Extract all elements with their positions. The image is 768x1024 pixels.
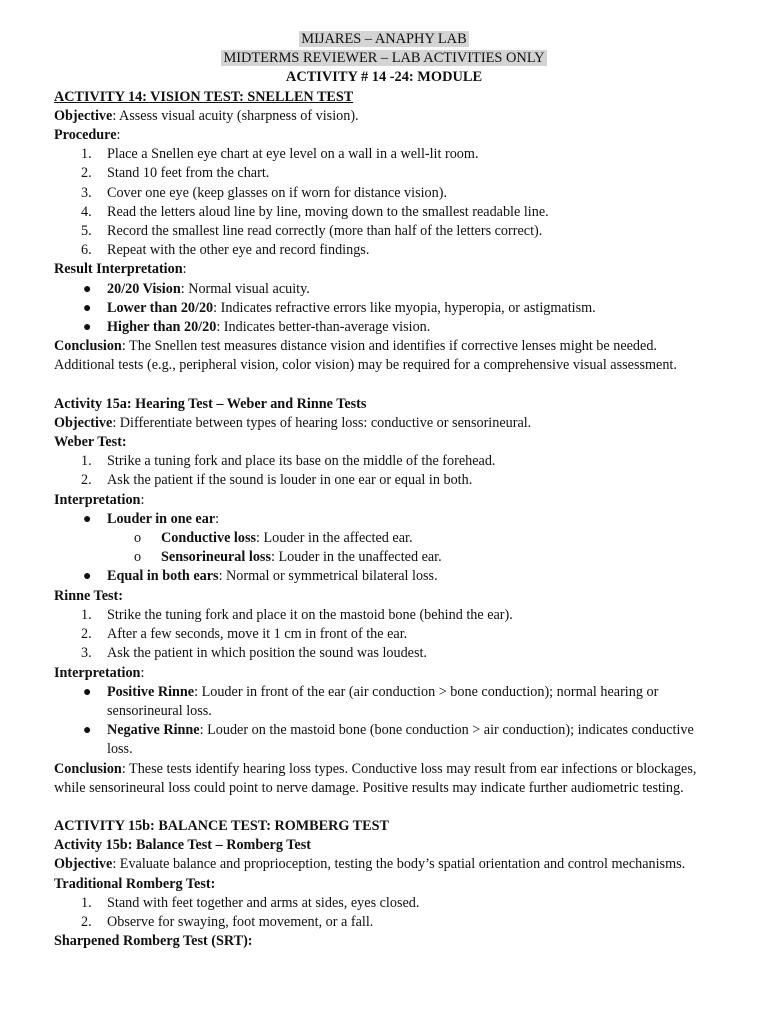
activity-14-section [54,88,714,376]
list-item: 2. After a few seconds, move it 1 cm in front of the ear. [81,626,408,643]
header-line-3: ACTIVITY # 14 -24: MODULE [285,69,483,86]
list-item: ● Positive Rinne: Louder in front of the ear (air conduction > bone conduction); normal hearing or sensorineural loss. [83,683,659,719]
list-item: 4. Read the letters aloud line by line, moving down to the smallest readable line. [81,203,549,220]
weber-sub-list [54,529,714,567]
document-header [54,30,714,88]
activity-14-conclusion: Conclusion: The Snellen test measures distance vision and identifies if corrective lenses might be needed. Additional tests (e.g., peripheral vision, color vision) may be required for a comprehensive visual assessment. [54,338,677,374]
list-item: o Conductive loss: Louder in the affected ear. [134,530,413,547]
weber-interpretation-heading: Interpretation: [54,491,145,508]
activity-14-objective: Objective: Assess visual acuity (sharpness of vision). [54,107,359,124]
activity-15b-section [54,817,714,951]
list-item: 2. Stand 10 feet from the chart. [81,165,270,182]
list-item: ● 20/20 Vision: Normal visual acuity. [83,280,310,297]
list-item: 2. Observe for swaying, foot movement, or a fall. [81,913,374,930]
activity-15a-section [54,395,714,798]
activity-15a-objective: Objective: Differentiate between types of hearing loss: conductive or sensorineural. [54,414,532,431]
rinne-interpretation-list [54,683,714,760]
activity-15b-subtitle: Activity 15b: Balance Test – Romberg Test [54,837,311,854]
list-item: 3. Cover one eye (keep glasses on if worn for distance vision). [81,184,448,201]
activity-15b-objective: Objective: Evaluate balance and proprioception, testing the body’s spatial orientation and control mechanisms. [54,856,686,873]
list-item: ● Equal in both ears: Normal or symmetrical bilateral loss. [83,568,438,585]
rinne-steps-list [54,606,714,664]
list-item: 5. Record the smallest line read correctly (more than half of the letters correct). [81,223,543,240]
header-line-1: MIJARES – ANAPHY LAB [301,31,467,47]
traditional-romberg-heading: Traditional Romberg Test: [54,875,216,892]
activity-15a-conclusion: Conclusion: These tests identify hearing loss types. Conductive loss may result from ear infections or blockages, while sensorineural loss could point to nerve damage. Positive results may indicate further audiometric testing. [54,760,697,796]
sharpened-romberg-heading: Sharpened Romberg Test (SRT): [54,933,253,950]
header-line-2: MIDTERMS REVIEWER – LAB ACTIVITIES ONLY [223,50,545,67]
activity-15a-title: Activity 15a: Hearing Test – Weber and Rinne Tests [54,395,367,412]
list-item: 6. Repeat with the other eye and record findings. [81,242,370,259]
activity-14-procedure-list [54,145,714,260]
list-item: 2. Ask the patient if the sound is louder in one ear or equal in both. [81,472,473,489]
activity-14-result-list [54,280,714,338]
list-item: ● Higher than 20/20: Indicates better-than-average vision. [83,319,431,336]
list-item: ● Lower than 20/20: Indicates refractive errors like myopia, hyperopia, or astigmatism. [83,299,596,316]
list-item: 1. Place a Snellen eye chart at eye level on a wall in a well-lit room. [81,146,479,163]
list-item: 1. Strike a tuning fork and place its base on the middle of the forehead. [81,453,496,470]
activity-15b-title: ACTIVITY 15b: BALANCE TEST: ROMBERG TEST [54,817,389,834]
weber-interpretation-list-2 [54,567,714,586]
list-item: o Sensorineural loss: Louder in the unaffected ear. [134,549,442,566]
rinne-test-heading: Rinne Test: [54,587,123,604]
list-item: 3. Ask the patient in which position the sound was loudest. [81,645,427,662]
traditional-romberg-steps [54,894,714,932]
list-item: ● Negative Rinne: Louder on the mastoid bone (bone conduction > air conduction); indicates conductive loss. [83,722,694,758]
weber-steps-list [54,452,714,490]
list-item: ● Louder in one ear: [83,510,220,527]
list-item: 1. Stand with feet together and arms at sides, eyes closed. [81,894,420,911]
activity-14-title: ACTIVITY 14: VISION TEST: SNELLEN TEST [54,88,354,105]
list-item: 1. Strike the tuning fork and place it on the mastoid bone (behind the ear). [81,606,513,623]
activity-14-result-heading: Result Interpretation: [54,261,187,278]
rinne-interpretation-heading: Interpretation: [54,664,145,681]
weber-interpretation-list [54,510,714,529]
activity-14-procedure-heading: Procedure: [54,127,121,144]
weber-test-heading: Weber Test: [54,434,127,451]
